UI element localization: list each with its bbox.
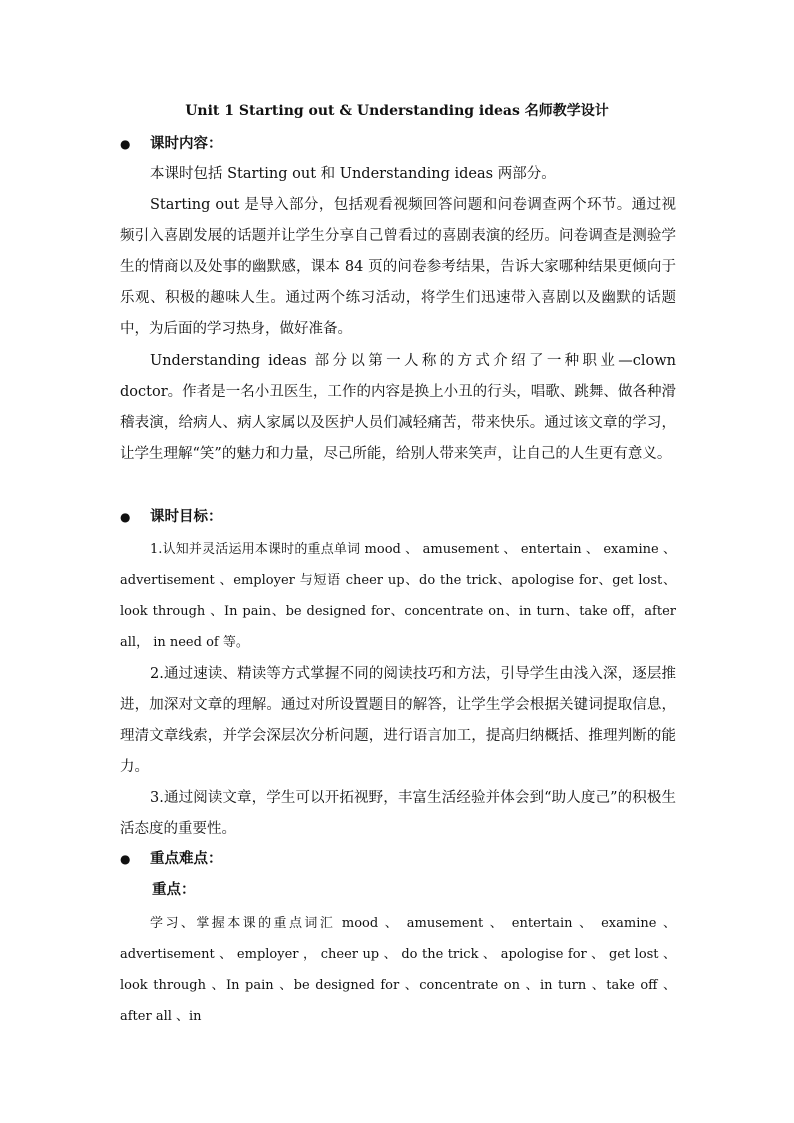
document-title: Unit 1 Starting out & Understanding ideas 名师教学设计	[185, 103, 609, 119]
section-heading-content	[120, 133, 223, 155]
paragraph: 学习、掌握本课的重点词汇 mood 、 amusement 、 entertain 、 examine 、 advertisement 、 employer ， cheer up 、 do the trick 、 apologise for 、 get lost 、 look through 、In pain 、be designed for 、concentrate on 、in turn 、take off 、after all 、in	[120, 916, 676, 1024]
bullet-icon: ●	[120, 852, 131, 866]
section-heading-label: 课时目标：	[150, 508, 223, 525]
paragraph: 1.认知并灵活运用本课时的重点单词 mood 、 amusement 、 entertain 、 examine 、advertisement 、employer 与短语 cheer up、do the trick、apologise for、get lost、look through 、In pain、be designed for、concentrate on、in turn、take off，after all， in need of 等。	[120, 542, 676, 650]
subheading-key-points: 重点：	[152, 881, 196, 898]
section-heading-label: 课时内容：	[150, 135, 223, 152]
paragraph: Starting out 是导入部分，包括观看视频回答问题和问卷调查两个环节。通过视频引入喜剧发展的话题并让学生分享自己曾看过的喜剧表演的经历。问卷调查是测验学生的情商以及处事的幽默感，课本 84 页的问卷参考结果，告诉大家哪种结果更倾向于乐观、积极的趣味人生。通过两个练习活动，将学生们迅速带入喜剧以及幽默的话题中，为后面的学习热身，做好准备。	[120, 197, 676, 337]
section-heading-key-points	[120, 848, 223, 870]
paragraph: Understanding ideas 部分以第一人称的方式介绍了一种职业—clown doctor。作者是一名小丑医生，工作的内容是换上小丑的行头，唱歌、跳舞、做各种滑稽表演，给病人、病人家属以及医护人员们减轻痛苦，带来快乐。通过该文章的学习，让学生理解“笑”的魅力和力量，尽己所能，给别人带来笑声，让自己的人生更有意义。	[120, 353, 676, 462]
paragraph: 本课时包括 Starting out 和 Understanding ideas 两部分。	[150, 166, 556, 182]
bullet-icon: ●	[120, 510, 131, 524]
section-heading-label: 重点难点：	[150, 850, 223, 867]
paragraph: 3.通过阅读文章，学生可以开拓视野，丰富生活经验并体会到“助人度己”的积极生活态度的重要性。	[120, 790, 676, 837]
bullet-icon: ●	[120, 137, 131, 151]
paragraph: 2.通过速读、精读等方式掌握不同的阅读技巧和方法，引导学生由浅入深，逐层推进，加深对文章的理解。通过对所设置题目的解答，让学生学会根据关键词提取信息，理清文章线索，并学会深层次分析问题，进行语言加工，提高归纳概括、推理判断的能力。	[120, 666, 676, 775]
section-heading-objectives	[120, 506, 223, 528]
